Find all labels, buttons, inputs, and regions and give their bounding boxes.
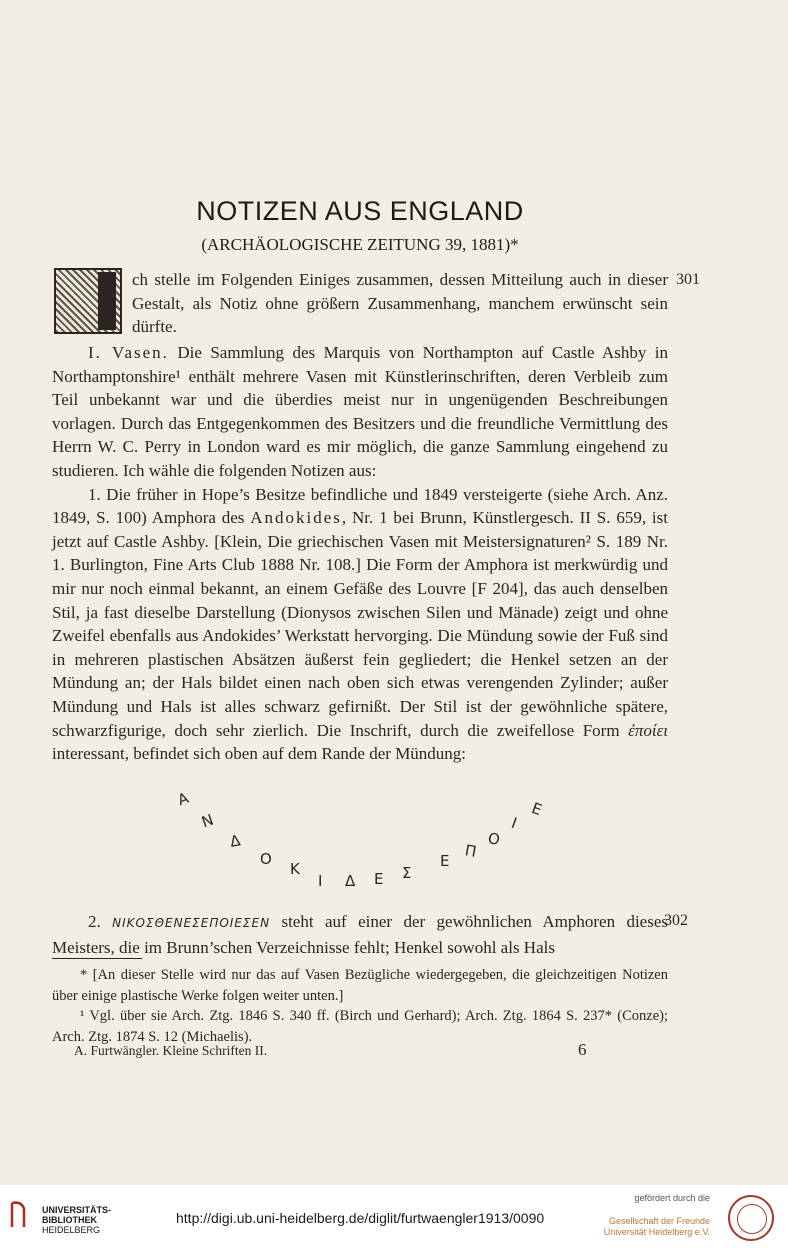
- paragraph-text: Die Sammlung des Marquis von Northampton auf Castle Ashby in Northamptonshire¹ enthält mehrere Vasen mit Künstlerinschriften, deren Verbleib zum Teil unbekannt war und die überdies meist nur in ungenügenden Beschreibungen vorlagen. Durch das Entgegenkommen des Besitzers und die freundliche Vermittlung des Herrn W. C. Perry in London ward es mir möglich, die ganze Sammlung eingehend zu studieren. Ich wähle die folgenden Notizen aus:: [52, 343, 668, 480]
- sponsor-text: [596, 1193, 710, 1238]
- inscription-text: ΝΙΚΟΣΘΕΝΕΣΕΠΟΙΕΣΕΝ: [112, 916, 271, 930]
- body-text-2: [52, 910, 668, 959]
- greek-word: ἐποίει: [628, 720, 668, 740]
- inscription-letter: Ι: [318, 872, 323, 890]
- inscription-letter: Π: [463, 841, 478, 861]
- paragraph-text: 1. Die früher in Hope’s Besitze befindliche und 1849 versteigerte (siehe Arch. Anz. 1849, S. 100) Amphora des: [52, 484, 668, 528]
- library-name-line: HEIDELBERG: [42, 1225, 101, 1235]
- footnote-star: * [An dieser Stelle wird nur das auf Vasen Bezügliche wiedergegeben, die gleichzeitigen Notizen über einige plastische Werke folgen weiter unten.]: [52, 967, 668, 1004]
- sponsor-line: Universität Heidelberg e.V.: [603, 1227, 710, 1237]
- paragraph-text: , Nr. 1 bei Brunn, Künstlergesch. II S. 659, ist jetzt auf Castle Ashby. [Klein, Die griechischen Vasen mit Meistersignaturen² S. 189 Nr. 1. Burlington, Fine Arts Club 1888 Nr. 108.] Die Form der Amphora ist merkwürdig und mir nur noch einmal bekannt, an einem Gefäße des Louvre [F 204], das auch denselben Stil, ja fast dieselbe Darstellung (Dionysos zwischen Silen und Mänade) zeigt und ohne Zweifel ebenfalls aus Andokides’ Werkstatt hervorging. Die Mündung sowie der Fuß sind in mehreren plastischen Absätzen äußerst fein gegliedert; die Henkel setzen an der Mündung an; der Hals bildet einen nach oben sich etwas verengenden Zylinder; außer Mündung und Hals ist alles schwarz gefirnißt. Der Stil ist der gewöhnliche spätere, schwarzfigurige, doch sehr zierlich. Die Inschrift, durch die zweifellose Form: [52, 508, 668, 740]
- inscription-letter: Ο: [486, 829, 502, 849]
- inscription-letter: Ν: [199, 810, 216, 832]
- page-number: 6: [578, 1040, 587, 1059]
- artist-name: Andokides: [250, 508, 342, 528]
- inscription-letter: Ε: [374, 870, 384, 888]
- section-heading: I. Vasen.: [88, 343, 169, 362]
- footnote-1: ¹ Vgl. über sie Arch. Ztg. 1846 S. 340 ff. (Birch und Gerhard); Arch. Ztg. 1864 S. 237* (Conze); Arch. Ztg. 1874 S. 12 (Michaelis).: [52, 1008, 668, 1045]
- library-name-line: UNIVERSITÄTS-: [42, 1205, 112, 1215]
- inscription-letter: Ι: [509, 813, 520, 833]
- paragraph-vasen: [52, 341, 668, 483]
- inscription-letter: Σ: [402, 864, 412, 882]
- permalink-url[interactable]: http://digi.ub.uni-heidelberg.de/diglit/furtwaengler1913/0090: [176, 1210, 545, 1226]
- sponsor-line: Gesellschaft der Freunde: [608, 1216, 710, 1226]
- paragraph-text: steht auf einer der gewöhnlichen Amphoren dieses Meisters, die im Brunn’schen Verzeichnisse fehlt; Henkel sowohl als Hals: [52, 912, 669, 957]
- paragraph-text: interessant, befindet sich oben auf dem Rande der Mündung:: [52, 744, 467, 764]
- university-seal-icon: [728, 1195, 774, 1241]
- library-name: [42, 1205, 111, 1235]
- page-subtitle: (ARCHÄOLOGISCHE ZEITUNG 39, 1881)*: [201, 235, 519, 254]
- footnote-divider: [52, 958, 142, 959]
- sponsor-line: gefördert durch die: [634, 1193, 710, 1203]
- body-text: [52, 341, 668, 766]
- paragraph-andokides: [52, 483, 668, 766]
- library-name-line: BIBLIOTHEK: [42, 1215, 97, 1225]
- library-logo-icon: [8, 1199, 32, 1231]
- inscription-letter: Ο: [260, 850, 272, 868]
- inscription-letter: Α: [175, 788, 192, 810]
- decorated-initial-icon: [54, 268, 122, 334]
- margin-page-ref-302: 302: [664, 912, 688, 929]
- signature-line: A. Furtwängler. Kleine Schriften II.: [74, 1043, 268, 1058]
- footer-bar: [0, 1185, 788, 1248]
- inscription-letter: Ε: [529, 798, 545, 820]
- inscription-letter: Δ: [345, 872, 356, 890]
- paragraph-nikosthenes: [52, 910, 668, 959]
- inscription-letter: Κ: [290, 860, 300, 878]
- margin-page-ref-301: 301: [676, 271, 700, 288]
- page-title: NOTIZEN AUS ENGLAND: [196, 196, 524, 226]
- lead-paragraph: ch stelle im Folgenden Einiges zusammen, dessen Mitteilung auch in dieser Gestalt, als Notiz ohne größern Zusammenhang, manchem erwünscht sein dürfte.: [132, 270, 668, 337]
- inscription-letter: Δ: [228, 831, 242, 851]
- list-number: 2.: [88, 912, 101, 931]
- inscription-letter: Ε: [440, 852, 450, 870]
